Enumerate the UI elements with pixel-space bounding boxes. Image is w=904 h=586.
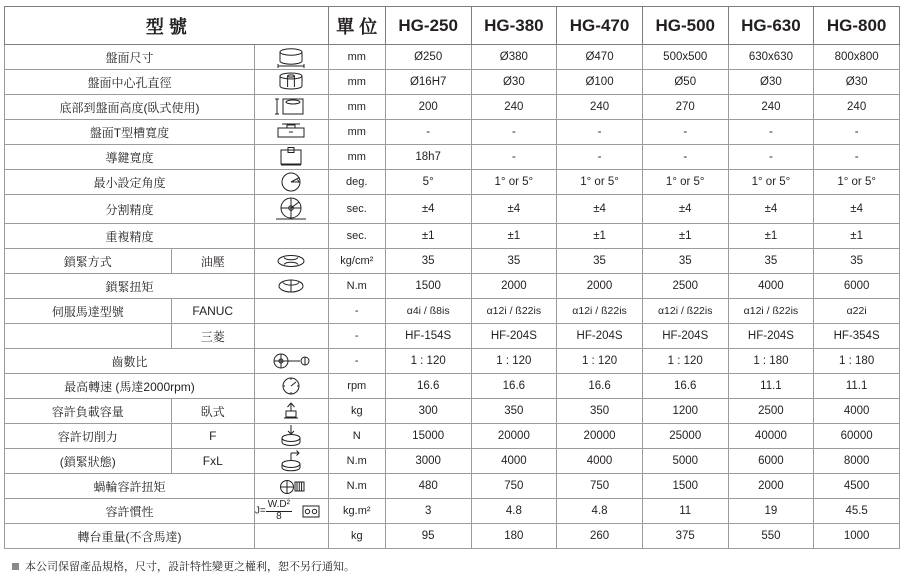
cell-value: - [728, 120, 814, 145]
cell-value: ±4 [557, 195, 643, 224]
row-unit: N.m [328, 274, 385, 299]
cell-value: 8000 [814, 449, 900, 474]
row-unit: sec. [328, 195, 385, 224]
clamp-torque-icon [254, 274, 328, 299]
row-label: 盤面T型槽寬度 [5, 120, 255, 145]
cell-value: 1° or 5° [471, 170, 557, 195]
table-row [5, 145, 900, 170]
cell-value: 6000 [814, 274, 900, 299]
cell-value: - [471, 145, 557, 170]
cell-value: 35 [814, 249, 900, 274]
cell-value: 550 [728, 524, 814, 549]
load-capacity-icon [254, 399, 328, 424]
table-header-row [5, 7, 900, 45]
header-model-hg380: HG-380 [471, 7, 557, 45]
footnote [4, 558, 900, 574]
cell-value: ±1 [557, 224, 643, 249]
cell-value: 4500 [814, 474, 900, 499]
bullet-square-icon [12, 563, 19, 570]
row-label: (鎖緊狀態) [5, 449, 172, 474]
cell-value: 4.8 [471, 499, 557, 524]
row-label: 蝸輪容許扭矩 [5, 474, 255, 499]
cell-value: Ø30 [471, 70, 557, 95]
cell-value: 4.8 [557, 499, 643, 524]
cell-value: - [642, 145, 728, 170]
cell-value: 180 [471, 524, 557, 549]
table-row [5, 499, 900, 524]
cell-value: 95 [385, 524, 471, 549]
cell-value: 11.1 [814, 374, 900, 399]
worm-torque-icon [254, 474, 328, 499]
row-label: 容許切削力 [5, 424, 172, 449]
table-diameter-icon [254, 45, 328, 70]
row-sublabel: 油壓 [171, 249, 254, 274]
table-body [5, 45, 900, 549]
table-row [5, 424, 900, 449]
cell-value: HF-204S [642, 324, 728, 349]
cell-value: 4000 [557, 449, 643, 474]
cell-value: 240 [728, 95, 814, 120]
cell-value: 45.5 [814, 499, 900, 524]
center-bore-icon [254, 70, 328, 95]
cell-value: ±1 [471, 224, 557, 249]
cell-value: 260 [557, 524, 643, 549]
table-row [5, 120, 900, 145]
row-label: 重複精度 [5, 224, 255, 249]
gear-ratio-icon [254, 349, 328, 374]
cell-value: ±4 [642, 195, 728, 224]
cell-value: Ø16H7 [385, 70, 471, 95]
row-icon-empty [254, 224, 328, 249]
cell-value: 1500 [385, 274, 471, 299]
header-model-hg630: HG-630 [728, 7, 814, 45]
rpm-icon [254, 374, 328, 399]
table-row [5, 195, 900, 224]
cell-value: 500x500 [642, 45, 728, 70]
table-row [5, 449, 900, 474]
cell-value: - [814, 120, 900, 145]
cell-value: 1 : 180 [814, 349, 900, 374]
cell-value: 480 [385, 474, 471, 499]
cell-value: 4000 [814, 399, 900, 424]
cell-value: 20000 [471, 424, 557, 449]
row-label: 盤面中心孔直徑 [5, 70, 255, 95]
row-unit: N.m [328, 474, 385, 499]
cell-value: α22i [814, 299, 900, 324]
cell-value: 19 [728, 499, 814, 524]
cell-value: 35 [728, 249, 814, 274]
cell-value: HF-354S [814, 324, 900, 349]
row-unit: kg.m² [328, 499, 385, 524]
table-row [5, 274, 900, 299]
row-label: 伺服馬達型號 [5, 299, 172, 324]
cell-value: 18h7 [385, 145, 471, 170]
cell-value: - [642, 120, 728, 145]
cell-value: 16.6 [642, 374, 728, 399]
cell-value: 750 [471, 474, 557, 499]
cell-value: α12i / ß22is [557, 299, 643, 324]
cell-value: 240 [557, 95, 643, 120]
row-sublabel: F [171, 424, 254, 449]
row-label: 最小設定角度 [5, 170, 255, 195]
cell-value: 630x630 [728, 45, 814, 70]
cutting-force-icon [254, 424, 328, 449]
header-model-hg800: HG-800 [814, 7, 900, 45]
row-sublabel: FxL [171, 449, 254, 474]
row-unit: mm [328, 70, 385, 95]
cell-value: 240 [814, 95, 900, 120]
cell-value: 1 : 120 [642, 349, 728, 374]
table-row [5, 45, 900, 70]
cell-value: 5000 [642, 449, 728, 474]
cell-value: 35 [385, 249, 471, 274]
cell-value: 4000 [471, 449, 557, 474]
row-label: 轉台重量(不含馬達) [5, 524, 255, 549]
cell-value: 1000 [814, 524, 900, 549]
table-row [5, 374, 900, 399]
row-label: 齒數比 [5, 349, 255, 374]
cell-value: HF-204S [557, 324, 643, 349]
header-model-hg470: HG-470 [557, 7, 643, 45]
cell-value: α12i / ß22is [728, 299, 814, 324]
cell-value: 240 [471, 95, 557, 120]
row-unit: deg. [328, 170, 385, 195]
table-row [5, 524, 900, 549]
footnote-text: 本公司保留產品規格，尺寸，設計特性變更之權利，恕不另行通知。 [25, 561, 355, 573]
row-unit: - [328, 349, 385, 374]
row-label: 容許負載容量 [5, 399, 172, 424]
table-row [5, 249, 900, 274]
cell-value: 16.6 [471, 374, 557, 399]
row-label [5, 324, 172, 349]
cell-value: Ø100 [557, 70, 643, 95]
cell-value: - [814, 145, 900, 170]
cell-value: HF-204S [728, 324, 814, 349]
cell-value: 1° or 5° [728, 170, 814, 195]
cell-value: 3 [385, 499, 471, 524]
cell-value: 15000 [385, 424, 471, 449]
cell-value: 4000 [728, 274, 814, 299]
table-row [5, 324, 900, 349]
row-unit: mm [328, 120, 385, 145]
cell-value: ±4 [728, 195, 814, 224]
cell-value: - [728, 145, 814, 170]
cell-value: 35 [471, 249, 557, 274]
cell-value: 1 : 120 [471, 349, 557, 374]
cell-value: α12i / ß22is [642, 299, 728, 324]
cell-value: 1° or 5° [557, 170, 643, 195]
header-model-hg250: HG-250 [385, 7, 471, 45]
row-unit: mm [328, 95, 385, 120]
row-label: 分割精度 [5, 195, 255, 224]
cell-value: - [557, 145, 643, 170]
cell-value: 2500 [642, 274, 728, 299]
table-row [5, 349, 900, 374]
table-row [5, 70, 900, 95]
cell-value: 800x800 [814, 45, 900, 70]
cell-value: 11.1 [728, 374, 814, 399]
cell-value: ±4 [471, 195, 557, 224]
cell-value: HF-204S [471, 324, 557, 349]
table-row [5, 399, 900, 424]
cell-value: 2000 [471, 274, 557, 299]
cell-value: ±1 [728, 224, 814, 249]
table-row [5, 474, 900, 499]
cell-value: 350 [471, 399, 557, 424]
header-unit-label: 單 位 [328, 7, 385, 45]
inertia-icon: J= $\frac{\text{W.D²}}{8}$ [254, 499, 328, 524]
cell-value: 200 [385, 95, 471, 120]
cell-value: 5° [385, 170, 471, 195]
key-width-icon [254, 145, 328, 170]
row-sublabel: 臥式 [171, 399, 254, 424]
cell-value: 60000 [814, 424, 900, 449]
header-model-label: 型 號 [5, 7, 329, 45]
row-unit: kg [328, 399, 385, 424]
cell-value: α12i / ß22is [471, 299, 557, 324]
cell-value: Ø380 [471, 45, 557, 70]
specification-table [4, 6, 900, 549]
row-unit: mm [328, 45, 385, 70]
cell-value: - [471, 120, 557, 145]
row-icon-empty [254, 324, 328, 349]
cell-value: Ø30 [728, 70, 814, 95]
cell-value: ±4 [385, 195, 471, 224]
row-icon-empty [254, 524, 328, 549]
cell-value: 20000 [557, 424, 643, 449]
cell-value: Ø30 [814, 70, 900, 95]
cell-value: 25000 [642, 424, 728, 449]
row-label: 鎖緊方式 [5, 249, 172, 274]
cell-value: HF-154S [385, 324, 471, 349]
cell-value: 350 [557, 399, 643, 424]
cutting-moment-icon [254, 449, 328, 474]
row-sublabel: 三菱 [171, 324, 254, 349]
row-icon-empty [254, 299, 328, 324]
cell-value: - [385, 120, 471, 145]
cell-value: 1° or 5° [642, 170, 728, 195]
cell-value: 1 : 120 [385, 349, 471, 374]
cell-value: 2000 [557, 274, 643, 299]
angle-icon [254, 170, 328, 195]
cell-value: 35 [557, 249, 643, 274]
cell-value: ±1 [642, 224, 728, 249]
cell-value: 270 [642, 95, 728, 120]
row-unit: kg [328, 524, 385, 549]
cell-value: 375 [642, 524, 728, 549]
row-label: 最高轉速 (馬達2000rpm) [5, 374, 255, 399]
cell-value: 300 [385, 399, 471, 424]
tslot-icon [254, 120, 328, 145]
row-label: 盤面尺寸 [5, 45, 255, 70]
cell-value: 2000 [728, 474, 814, 499]
row-unit: - [328, 324, 385, 349]
row-label: 容許慣性 [5, 499, 255, 524]
row-unit: rpm [328, 374, 385, 399]
cell-value: ±1 [814, 224, 900, 249]
cell-value: 40000 [728, 424, 814, 449]
cell-value: 35 [642, 249, 728, 274]
clamp-icon [254, 249, 328, 274]
cell-value: 16.6 [557, 374, 643, 399]
row-label: 導鍵寬度 [5, 145, 255, 170]
table-row [5, 170, 900, 195]
cell-value: 2500 [728, 399, 814, 424]
cell-value: ±4 [814, 195, 900, 224]
cell-value: 1° or 5° [814, 170, 900, 195]
cell-value: 1 : 120 [557, 349, 643, 374]
table-row [5, 95, 900, 120]
row-label: 底部到盤面高度(臥式使用) [5, 95, 255, 120]
table-row [5, 299, 900, 324]
cell-value: α4i / ß8is [385, 299, 471, 324]
row-unit: mm [328, 145, 385, 170]
cell-value: 1200 [642, 399, 728, 424]
cell-value: 3000 [385, 449, 471, 474]
cell-value: 1500 [642, 474, 728, 499]
row-label: 鎖緊扭矩 [5, 274, 255, 299]
cell-value: 1 : 180 [728, 349, 814, 374]
cell-value: 11 [642, 499, 728, 524]
height-icon [254, 95, 328, 120]
cell-value: 16.6 [385, 374, 471, 399]
row-unit: kg/cm² [328, 249, 385, 274]
cell-value: 6000 [728, 449, 814, 474]
cell-value: ±1 [385, 224, 471, 249]
row-sublabel: FANUC [171, 299, 254, 324]
table-row [5, 224, 900, 249]
row-unit: N.m [328, 449, 385, 474]
row-unit: N [328, 424, 385, 449]
cell-value: Ø50 [642, 70, 728, 95]
header-model-hg500: HG-500 [642, 7, 728, 45]
row-unit: sec. [328, 224, 385, 249]
row-unit: - [328, 299, 385, 324]
cell-value: Ø470 [557, 45, 643, 70]
indexing-accuracy-icon [254, 195, 328, 224]
cell-value: Ø250 [385, 45, 471, 70]
cell-value: 750 [557, 474, 643, 499]
cell-value: - [557, 120, 643, 145]
